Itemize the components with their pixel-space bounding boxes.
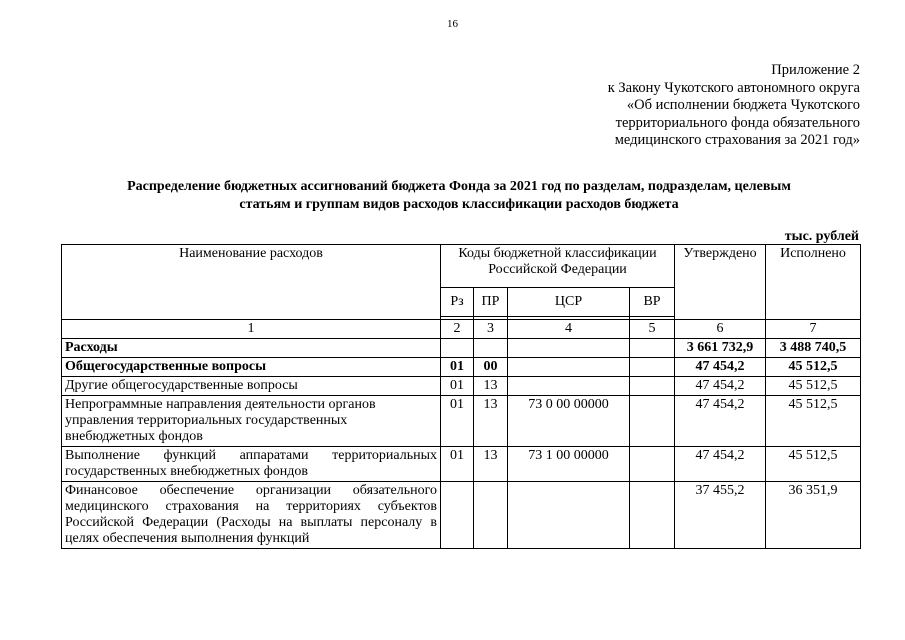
row-name: Другие общегосударственные вопросы bbox=[62, 377, 441, 396]
header-codes: Коды бюджетной классификации Российской Федерации bbox=[441, 245, 675, 288]
table-row bbox=[62, 377, 861, 396]
header-executed: Исполнено bbox=[766, 245, 861, 320]
column-number-row bbox=[62, 320, 861, 339]
appendix-line: территориального фонда обязательного bbox=[615, 114, 860, 131]
row-executed: 45 512,5 bbox=[766, 377, 861, 396]
row-pr: 13 bbox=[474, 377, 508, 396]
column-number: 6 bbox=[675, 320, 766, 339]
row-csr: 73 1 00 00000 bbox=[508, 447, 630, 482]
document-title bbox=[60, 178, 858, 214]
table-row bbox=[62, 339, 861, 358]
row-executed: 45 512,5 bbox=[766, 358, 861, 377]
row-approved: 47 454,2 bbox=[675, 358, 766, 377]
row-executed: 36 351,9 bbox=[766, 482, 861, 549]
row-pr bbox=[474, 339, 508, 358]
row-name: Общегосударственные вопросы bbox=[62, 358, 441, 377]
header-name: Наименование расходов bbox=[62, 245, 441, 320]
row-csr bbox=[508, 482, 630, 549]
row-rz: 01 bbox=[441, 396, 474, 447]
budget-table bbox=[61, 244, 861, 549]
row-approved: 47 454,2 bbox=[675, 396, 766, 447]
row-name: Непрограммные направления деятельности органов управления территориальных государственных внебюджетных фондов bbox=[62, 396, 441, 447]
table-row bbox=[62, 447, 861, 482]
page-number: 16 bbox=[447, 18, 458, 30]
row-vr bbox=[630, 339, 675, 358]
column-number: 1 bbox=[62, 320, 441, 339]
column-number: 2 bbox=[441, 320, 474, 339]
table-row bbox=[62, 358, 861, 377]
row-rz: 01 bbox=[441, 447, 474, 482]
row-vr bbox=[630, 447, 675, 482]
row-executed: 45 512,5 bbox=[766, 447, 861, 482]
row-approved: 37 455,2 bbox=[675, 482, 766, 549]
row-rz: 01 bbox=[441, 377, 474, 396]
document-title-line: статьям и группам видов расходов классификации расходов бюджета bbox=[239, 197, 679, 212]
units-label: тыс. рублей bbox=[784, 229, 859, 244]
row-rz: 01 bbox=[441, 358, 474, 377]
appendix-line: медицинского страхования за 2021 год» bbox=[614, 132, 860, 148]
row-csr bbox=[508, 377, 630, 396]
row-approved: 47 454,2 bbox=[675, 447, 766, 482]
appendix-line: Приложение 2 bbox=[771, 62, 860, 78]
header-csr: ЦСР bbox=[508, 288, 630, 317]
row-rz bbox=[441, 482, 474, 549]
row-executed: 45 512,5 bbox=[766, 396, 861, 447]
row-approved: 47 454,2 bbox=[675, 377, 766, 396]
row-vr bbox=[630, 358, 675, 377]
row-pr: 00 bbox=[474, 358, 508, 377]
row-name: Выполнение функций аппаратами территориальных государственных внебюджетных фондов bbox=[62, 447, 441, 482]
table-row bbox=[62, 482, 861, 549]
row-approved: 3 661 732,9 bbox=[675, 339, 766, 358]
row-vr bbox=[630, 482, 675, 549]
appendix-header bbox=[608, 62, 860, 150]
row-csr: 73 0 00 00000 bbox=[508, 396, 630, 447]
appendix-line: к Закону Чукотского автономного округа bbox=[607, 79, 860, 96]
row-vr bbox=[630, 396, 675, 447]
header-row bbox=[62, 245, 861, 288]
column-number: 7 bbox=[766, 320, 861, 339]
column-number: 4 bbox=[508, 320, 630, 339]
document-title-line: Распределение бюджетных ассигнований бюджета Фонда за 2021 год по разделам, подразделам, целевым bbox=[127, 179, 791, 194]
header-approved: Утверждено bbox=[675, 245, 766, 320]
row-pr bbox=[474, 482, 508, 549]
row-pr: 13 bbox=[474, 447, 508, 482]
row-name: Финансовое обеспечение организации обязательного медицинского страхования на территориях субъектов Российской Федерации (Расходы на выплаты персоналу в целях обеспечения выполнения функций bbox=[62, 482, 441, 549]
column-number: 3 bbox=[474, 320, 508, 339]
header-pr: ПР bbox=[474, 288, 508, 317]
header-vr: ВР bbox=[630, 288, 675, 317]
table-row bbox=[62, 396, 861, 447]
row-rz bbox=[441, 339, 474, 358]
row-vr bbox=[630, 377, 675, 396]
row-name: Расходы bbox=[62, 339, 441, 358]
row-csr bbox=[508, 358, 630, 377]
appendix-line: «Об исполнении бюджета Чукотского bbox=[626, 97, 860, 113]
column-number: 5 bbox=[630, 320, 675, 339]
row-executed: 3 488 740,5 bbox=[766, 339, 861, 358]
row-csr bbox=[508, 339, 630, 358]
header-rz: Рз bbox=[441, 288, 474, 317]
row-pr: 13 bbox=[474, 396, 508, 447]
